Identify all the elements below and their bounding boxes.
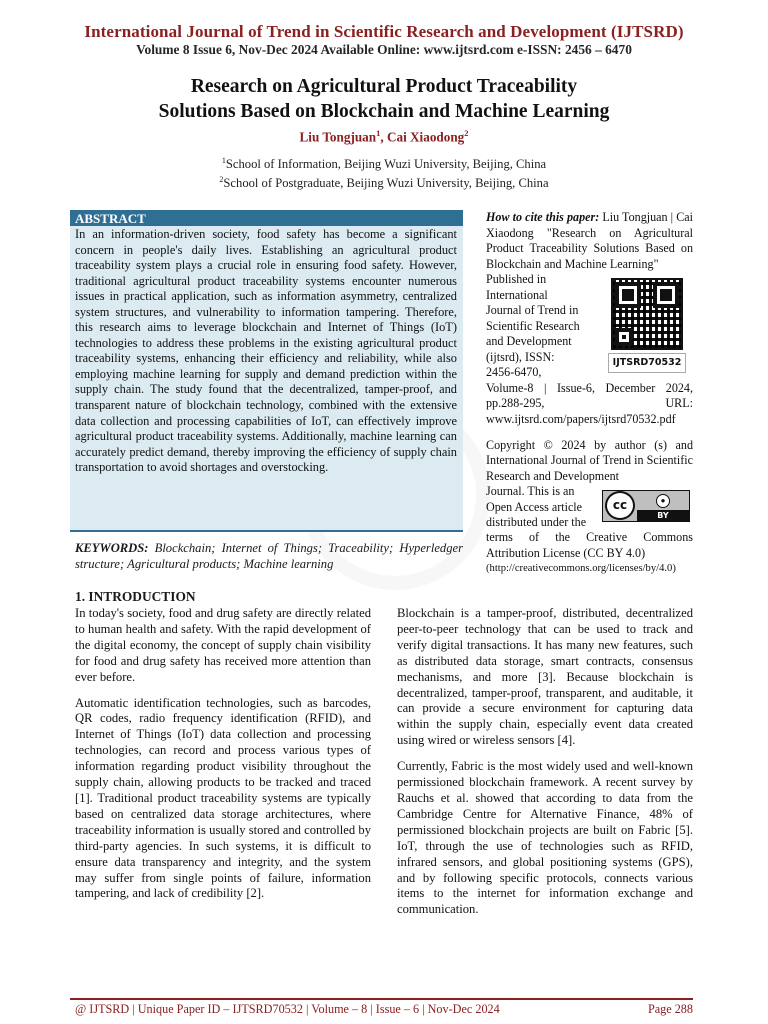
author-1: Liu Tongjuan	[299, 129, 377, 145]
copyright-line: distributed under the	[486, 515, 587, 530]
cc-by-label: BY	[637, 510, 689, 521]
keywords-text: Blockchain; Internet of Things; Traceability; Hyperledger structure; Agricultural products; Machine learning	[75, 541, 463, 571]
affiliation-2-sup: 2	[219, 175, 224, 184]
citation-line: International	[486, 287, 548, 302]
affiliation-1	[0, 156, 768, 172]
affiliation-2-text: School of Postgraduate, Beijing Wuzi University, Beijing, China	[223, 176, 549, 191]
citation-top	[486, 210, 693, 272]
qr-code-block	[608, 278, 686, 381]
copyright-top: Copyright © 2024 by author (s) and International Journal of Trend in Scientific Research and Development	[486, 438, 693, 483]
copyright-block	[486, 438, 693, 577]
affiliation-1-text: School of Information, Beijing Wuzi University, Beijing, China	[225, 157, 547, 172]
abstract-box	[70, 210, 463, 532]
left-column	[75, 606, 371, 912]
abstract-heading: ABSTRACT	[70, 210, 463, 226]
paragraph: Automatic identification technologies, such as barcodes, QR codes, radio frequency identification (RFID), and Internet of Things (IoT) data collection and processing technologies, can record and process various types of information regarding product visibility throughout the supply chain, allowing products to be tracked and traced [1]. Traditional product traceability systems are typically based on centralized data storage architectures, where traceability information is usually stored and controlled by third-party agencies. In such systems, it is difficult to ensure data transparency and integrity, and the system may suffer from single points of failure, information tampering, and lack of credibility [2].	[75, 695, 371, 901]
authors	[0, 128, 768, 145]
citation-top-text: Liu Tongjuan | Cai Xiaodong "Research on Agricultural Product Traceability Solutions Based on Blockchain and Machine Learning"	[486, 210, 694, 271]
citation-label: How to cite this paper	[486, 210, 596, 224]
qr-code-icon	[611, 278, 683, 350]
paragraph: Blockchain is a tamper-proof, distributed, decentralized peer-to-peer technology that can be used to track and verify digital transactions. It has many new features, such as distributed data storage, smart contracts, consensus mechanisms, and more [3]. Because blockchain is decentralized, tamper-proof, transparent, and auditable, it can provide a secure environment for capturing data within the supply chain, especially event data created using wired or wireless sensors [4].	[397, 606, 693, 748]
copyright-line: Journal. This is an	[486, 484, 575, 499]
paper-title-line-1: Research on Agricultural Product Traceability	[190, 76, 578, 97]
right-column	[397, 606, 693, 928]
cc-logo-icon: cc	[605, 491, 635, 520]
keywords-label: KEYWORDS:	[75, 541, 149, 555]
abstract-text: In an information-driven society, food safety has become a significant concern in people's daily lives. Establishing an agricultural product traceability system plays a crucial role in ensuring food safety. However, traditional agricultural product traceability systems encounter numerous issues in practical application, such as information asymmetry, centralized system structures, and vulnerability to information tampering. Therefore, this research aims to leverage blockchain and Internet of Things (IoT) technologies to address these problems in the existing agricultural product traceability systems, enhancing their efficiency and reliability, while also employing machine learning for supply and demand prediction within the supply chain. The study found that the decentralized, tamper-proof, and transparent nature of blockchain technology, combined with the extensive data collection and processing capabilities of IoT, can effectively improve agricultural product traceability systems. Additionally, machine learning can accurately predict demand, thereby improving the efficiency of supply chain transportation to avoid shortages and overstocking.	[75, 227, 457, 475]
affiliation-2	[0, 175, 768, 191]
paragraph: In today's society, food and drug safety are directly related to human health and safety. With the rapid development of the digital economy, the concept of supply chain visibility for food and drug safety has received more attention than ever before.	[75, 606, 371, 684]
citation-bottom: Volume-8 | Issue-6, December 2024, pp.288-295, URL: www.ijtsrd.com/papers/ijtsrd70532.pdf	[486, 380, 693, 426]
author-1-sup: 1	[376, 128, 381, 138]
citation-line: Scientific Research	[486, 318, 580, 333]
copyright-left	[486, 484, 596, 530]
author-2: Cai Xiaodong	[386, 129, 465, 145]
page-number: Page 288	[647, 1002, 693, 1016]
citation-line: 2456-6470,	[486, 365, 542, 379]
copyright-wrap	[486, 484, 693, 530]
citation-wrap	[486, 272, 693, 381]
copyright-line: Open Access article	[486, 499, 583, 514]
page-footer	[75, 1002, 693, 1017]
citation-block	[486, 210, 693, 427]
keywords	[75, 540, 463, 572]
footer-info: @ IJTSRD | Unique Paper ID – IJTSRD70532 | Volume – 8 | Issue – 6 | Nov-Dec 2024	[75, 1002, 500, 1016]
paper-title-line-2: Solutions Based on Blockchain and Machine Learning	[158, 101, 610, 122]
citation-line: Published in	[486, 272, 547, 286]
abstract-divider	[70, 530, 463, 532]
qr-label: IJTSRD70532	[608, 353, 686, 373]
paper-title	[0, 74, 768, 124]
journal-issue-line: Volume 8 Issue 6, Nov-Dec 2024 Available Online: www.ijtsrd.com e-ISSN: 2456 – 6470	[136, 42, 632, 57]
citation-line: Journal of Trend in	[486, 303, 579, 317]
citation-line: and Development	[486, 334, 572, 348]
author-separator: ,	[380, 129, 387, 145]
citation-colon: :	[595, 210, 600, 224]
citation-left	[486, 272, 594, 381]
cc-by-part	[637, 491, 689, 521]
person-icon: ●	[637, 491, 689, 510]
section-heading-introduction: 1. INTRODUCTION	[75, 589, 196, 604]
copyright-bottom: terms of the Creative Commons Attribution License (CC BY 4.0)	[486, 530, 693, 560]
author-2-sup: 2	[464, 128, 469, 138]
affiliation-1-sup: 1	[221, 156, 226, 165]
cc-by-license-icon	[602, 490, 690, 522]
journal-title: International Journal of Trend in Scientific Research and Development (IJTSRD)	[84, 22, 684, 41]
license-url[interactable]: (http://creativecommons.org/licenses/by/4.0)	[486, 563, 676, 575]
paragraph: Currently, Fabric is the most widely used and well-known permissioned blockchain framework. A recent survey by Rauchs et al. showed that according to data from the Cambridge Centre for Alternative Finance, 48% of permissioned blockchain projects are built on Fabric [5]. IoT, through the use of technologies such as RFID, infrared sensors, and global positioning systems (GPS), and by following specific protocols, connects various items to the internet for information exchange and communication.	[397, 759, 693, 917]
footer-divider	[70, 998, 693, 1000]
citation-line: (ijtsrd), ISSN:	[486, 349, 555, 364]
